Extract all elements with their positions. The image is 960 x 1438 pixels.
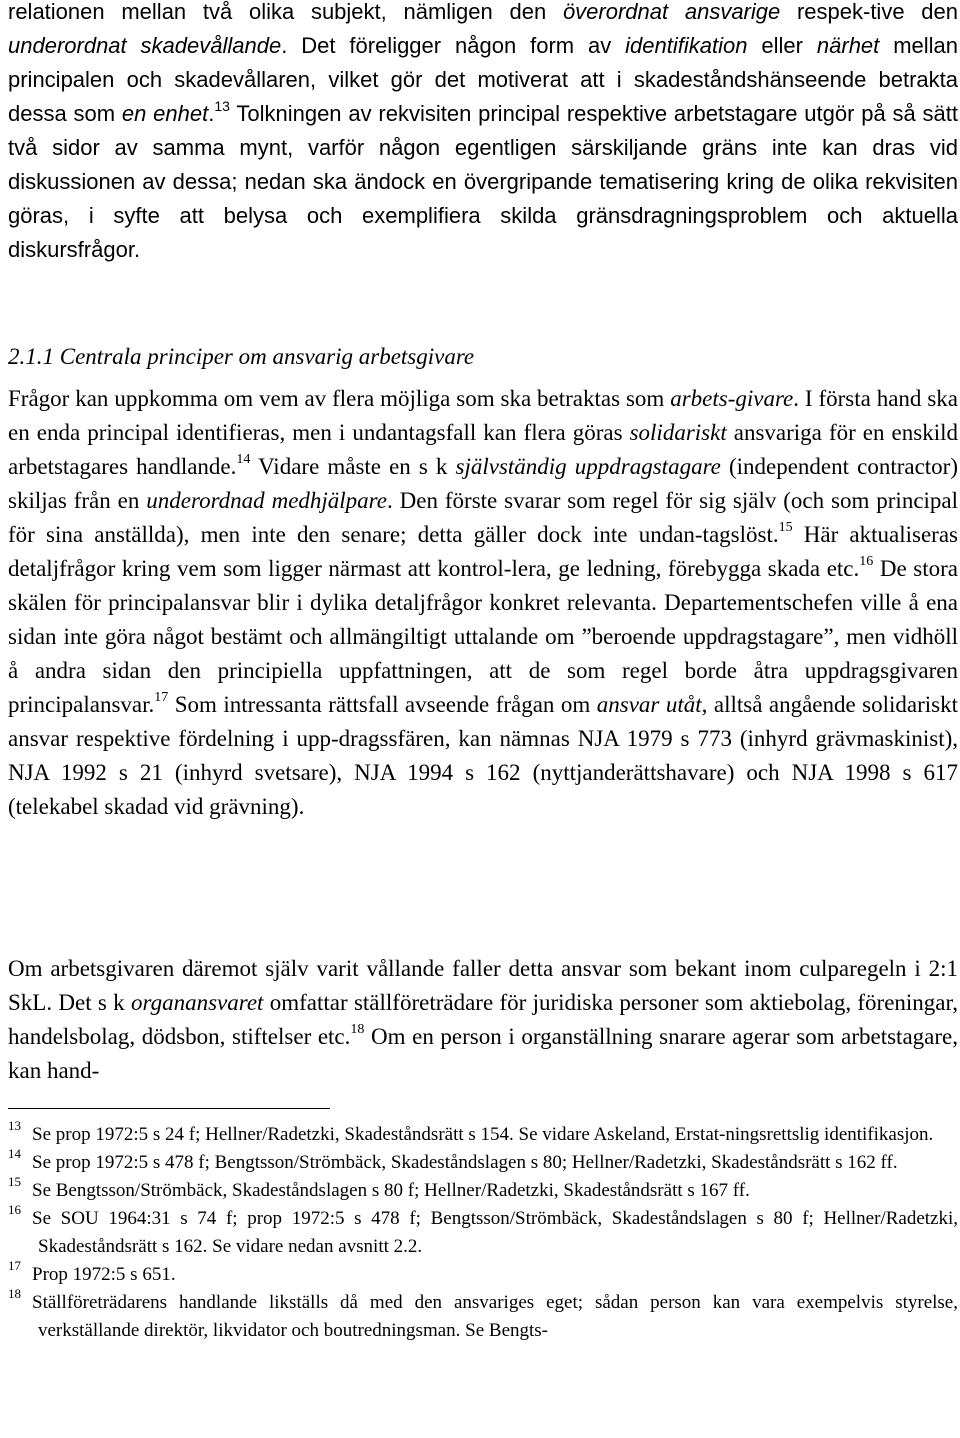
footnote-text: Se Bengtsson/Strömbäck, Skadeståndslagen s 80 f; Hellner/Radetzki, Skadeståndsrätt s 167 ff. [32, 1180, 750, 1201]
text-span: relationen mellan två olika subjekt, nämligen den [8, 0, 563, 24]
footnote-text: Prop 1972:5 s 651. [32, 1264, 176, 1285]
footnotes [8, 1117, 958, 1345]
text-span: ansvariga för en enskild arbetstagares handlande. [8, 420, 958, 479]
italic-term: identifikation [625, 33, 748, 58]
italic-term: arbets-givare [670, 386, 794, 411]
footnote-text: Se SOU 1964:31 s 74 f; prop 1972:5 s 478 f; Bengtsson/Strömbäck, Skadeståndslagen s 80 f; Hellner/Radetzki, Skadeståndsrätt s 162. Se vidare nedan avsnitt 2.2. [32, 1208, 958, 1257]
paragraph-2 [8, 382, 958, 824]
footnote-15: $^{15}$ Se Bengtsson/Strömbäck, Skadeståndslagen s 80 f; Hellner/Radetzki, Skadeståndsrätt s 167 ff. [8, 1173, 750, 1201]
footnote-ref-17[interactable]: 17 [154, 690, 169, 706]
paragraph-1 [8, 0, 958, 267]
footnote-14: $^{14}$ Se prop 1972:5 s 478 f; Bengtsson/Strömbäck, Skadeståndslagen s 80; Hellner/Radetzki, Skadeståndsrätt s 162 ff. [8, 1145, 898, 1173]
footnote-ref-15[interactable]: 15 [778, 520, 793, 536]
text-span: Frågor kan uppkomma om vem av flera möjliga som ska betraktas som [8, 386, 671, 411]
footnote-18: $^{18}$ Ställföreträdarens handlande likställs då med den ansvariges eget; sådan person kan vara exempelvis styrelse, verkställande direktör, likvidator och boutredningsman. Se Bengts- [8, 1285, 958, 1341]
text-span: Om arbetsgivaren däremot själv varit vållande faller detta ansvar som bekant inom culparegeln i 2:1 SkL. Det s k [8, 956, 958, 1015]
italic-term: underordnad medhjälpare [146, 488, 387, 513]
italic-term: överordnat ansvarige [562, 0, 781, 24]
italic-term: närhet [816, 33, 880, 58]
text-span: (independent contractor) skiljas från en [8, 454, 958, 513]
italic-term: solidariskt [629, 420, 727, 445]
text-span: . Det föreligger någon form av [281, 33, 626, 58]
text-span: De stora skälen för principalansvar blir i dylika detaljfrågor konkret relevanta. Departementschefen ville å ena sidan inte göra något bestämt och allmängiltigt uttalande om ”beroende uppdragstagare”, men vidhöll å andra sidan den principiella uppfattningen, att de som regel borde åtra uppdragsgivaren principalansvar. [8, 556, 958, 717]
text-span: . I första hand ska en enda principal identifieras, men i undantagsfall kan flera göras [8, 386, 958, 445]
text-span: Om en person i organställning snarare agerar som arbetstagare, kan hand- [8, 1024, 958, 1083]
section-heading: 2.1.1 Centrala principer om ansvarig arbetsgivare [8, 344, 475, 369]
text-span: Tolkningen av rekvisiten principal respektive arbetstagare utgör på så sätt två sidor av samma mynt, varför någon egentligen särskiljande gräns inte kan dras vid diskussionen av dessa; nedan ska ändock en övergripande tematisering kring de olika rekvisiten göras, i syfte att belysa och exemplifiera skilda gränsdragningsproblem och aktuella diskursfrågor. [8, 101, 958, 262]
footnote-separator [8, 1108, 330, 1109]
text-span: . Den förste svarar som regel för sig själv (och som principal för sina anställda), men inte den senare; detta gäller dock inte undan-tagslöst. [8, 488, 959, 547]
footnote-ref-18[interactable]: 18 [350, 1022, 365, 1038]
text-span: , alltså angående solidariskt ansvar respektive fördelning i upp-dragssfären, kan nämnas NJA 1979 s 773 (inhyrd grävmaskinist), NJA 1992 s 21 (inhyrd svetsare), NJA 1994 s 162 (nyttjanderättshavare) och NJA 1998 s 617 (telekabel skadad vid grävning). [8, 692, 959, 819]
footnote-ref-16[interactable]: 16 [859, 554, 874, 570]
footnote-13: $^{13}$ Se prop 1972:5 s 24 f; Hellner/Radetzki, Skadeståndsrätt s 154. Se vidare Askeland, Erstat-ningsrettslig identifikasjon. [8, 1117, 934, 1145]
text-span: eller [747, 33, 817, 58]
text-span: Här aktualiseras detaljfrågor kring vem som ligger närmast att kontrol-lera, ge ledning, förebygga skada etc. [8, 522, 958, 581]
footnote-17: $^{17}$ Prop 1972:5 s 651. [8, 1257, 176, 1285]
footnote-text: Se prop 1972:5 s 478 f; Bengtsson/Strömbäck, Skadeståndslagen s 80; Hellner/Radetzki, Skadeståndsrätt s 162 ff. [32, 1152, 898, 1173]
paragraph-3 [8, 952, 958, 1088]
italic-term: självständig uppdragstagare [455, 454, 721, 479]
italic-term: ansvar utåt [596, 692, 702, 717]
text-span: Vidare måste en s k [250, 454, 456, 479]
italic-term: organansvaret [130, 990, 264, 1015]
text-span: . [208, 101, 215, 126]
footnote-text: Se prop 1972:5 s 24 f; Hellner/Radetzki, Skadeståndsrätt s 154. Se vidare Askeland, Erstat-ningsrettslig identifikasjon. [32, 1124, 934, 1145]
text-span: mellan principalen och skadevållaren, vilket gör det motiverat att i skadeståndshänseende betrakta dessa som [8, 33, 959, 126]
footnote-ref-14[interactable]: 14 [236, 452, 251, 468]
text-span: omfattar ställföreträdare för juridiska personer som aktiebolag, föreningar, handelsbolag, dödsbon, stiftelser etc. [8, 990, 958, 1049]
footnote-ref-13[interactable]: 13 [214, 97, 230, 114]
footnote-16: $^{16}$ Se SOU 1964:31 s 74 f; prop 1972:5 s 478 f; Bengtsson/Strömbäck, Skadeståndslagen s 80 f; Hellner/Radetzki, Skadeståndsrätt s 162. Se vidare nedan avsnitt 2.2. [8, 1201, 958, 1257]
text-span: Som intressanta rättsfall avseende frågan om [168, 692, 597, 717]
text-span: respek-tive den [780, 0, 958, 24]
italic-term: en enhet [121, 101, 209, 126]
italic-term: underordnat skadevållande [8, 33, 282, 58]
footnote-text: Ställföreträdarens handlande likställs då med den ansvariges eget; sådan person kan vara exempelvis styrelse, verkställande direktör, likvidator och boutredningsman. Se Bengts- [32, 1292, 958, 1341]
